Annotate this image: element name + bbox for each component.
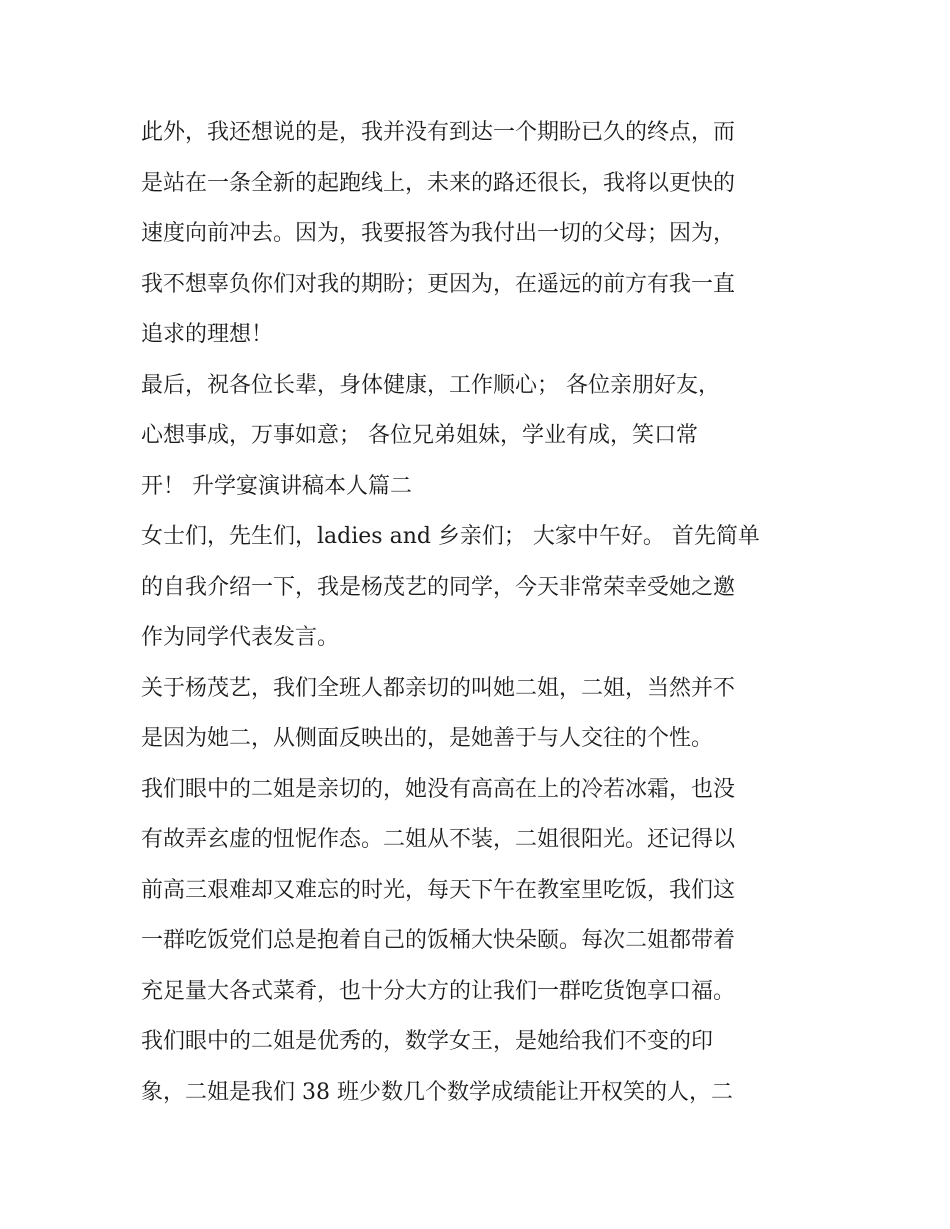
text-line: 心想事成，万事如意； 各位兄弟姐妹，学业有成，笑口常 bbox=[141, 423, 698, 448]
text-line: 有故弄玄虚的忸怩作态。二姐从不装，二姐很阳光。还记得以 bbox=[141, 827, 736, 852]
document-body bbox=[141, 108, 821, 1118]
text-line: 象，二姐是我们 38 班少数几个数学成绩能让开权笑的人，二 bbox=[141, 1079, 733, 1105]
text-line: 的自我介绍一下，我是杨茂艺的同学，今天非常荣幸受她之邀 bbox=[141, 574, 736, 600]
text-line: 追求的理想！ bbox=[141, 322, 274, 347]
text-line: 开！ 升学宴演讲稿本人篇二 bbox=[141, 473, 412, 499]
text-line: 是站在一条全新的起跑线上，未来的路还很长，我将以更快的 bbox=[141, 170, 736, 196]
text-line: 是因为她二，从侧面反映出的，是她善于与人交往的个性。 bbox=[141, 726, 714, 751]
text-line: 我不想辜负你们对我的期盼；更因为，在遥远的前方有我一直 bbox=[141, 271, 736, 297]
text-line: 作为同学代表发言。 bbox=[141, 625, 340, 650]
text-line: 此外，我还想说的是，我并没有到达一个期盼已久的终点，而 bbox=[141, 120, 736, 145]
text-line: 充足量大各式菜肴，也十分大方的让我们一群吃货饱享口福。 bbox=[141, 978, 736, 1004]
text-line: 最后，祝各位长辈，身体健康，工作顺心； 各位亲朋好友， bbox=[141, 372, 720, 398]
text-line: 前高三艰难却又难忘的时光，每天下午在教室里吃饭，我们这 bbox=[141, 877, 736, 903]
text-line: 关于杨茂艺，我们全班人都亲切的叫她二姐，二姐，当然并不 bbox=[141, 675, 736, 701]
text-line: 速度向前冲去。因为，我要报答为我付出一切的父母；因为， bbox=[141, 221, 736, 246]
text-line: 一群吃饭党们总是抱着自己的饭桶大快朵颐。每次二姐都带着 bbox=[141, 928, 736, 953]
text-line: 我们眼中的二姐是亲切的，她没有高高在上的冷若冰霜，也没 bbox=[141, 776, 736, 802]
text-line: 我们眼中的二姐是优秀的，数学女王，是她给我们不变的印 bbox=[141, 1029, 714, 1054]
text-line: 女士们，先生们，ladies and 乡亲们； 大家中午好。 首先简单 bbox=[141, 524, 760, 549]
